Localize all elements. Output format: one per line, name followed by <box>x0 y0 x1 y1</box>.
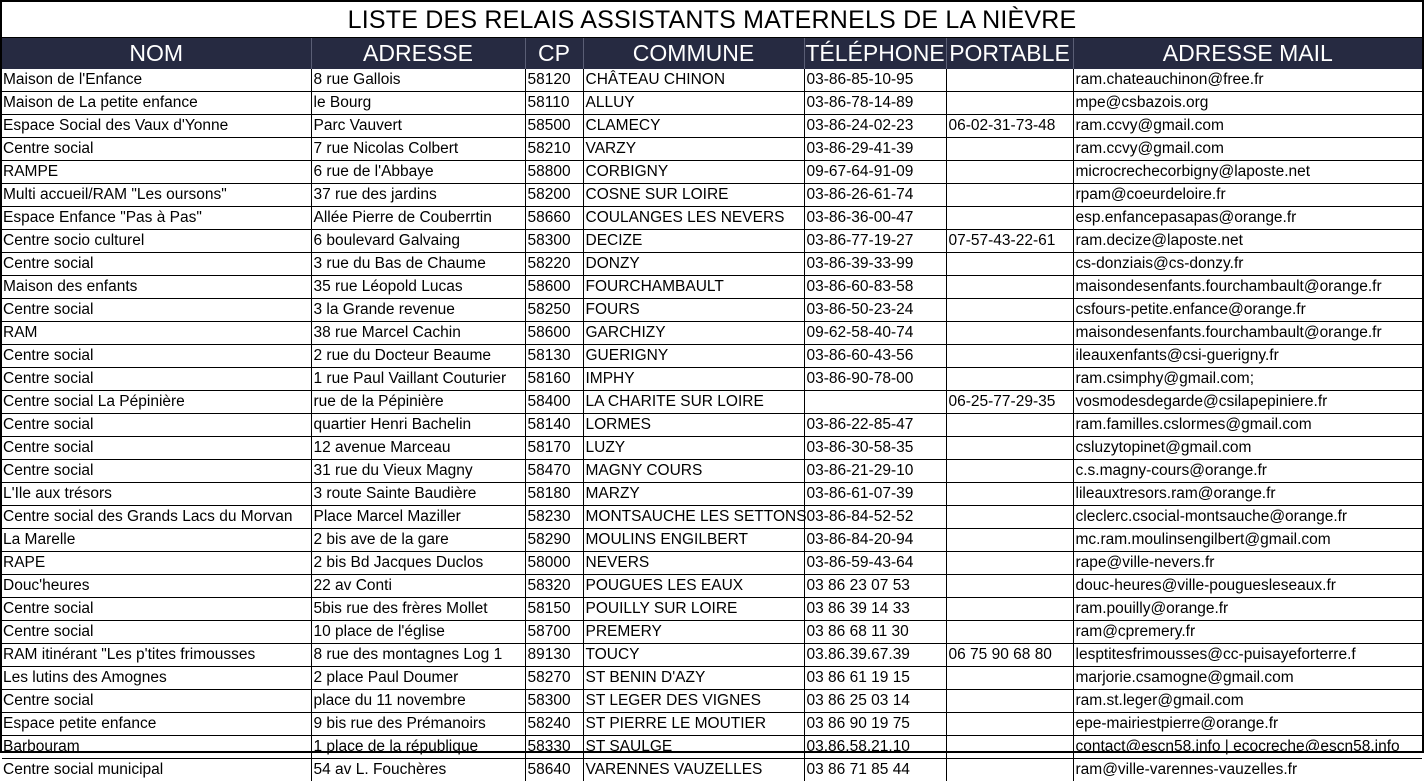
table-row <box>2 667 1422 690</box>
cell-adresse-mail: contact@escn58.info | ecocreche@escn58.info <box>1073 736 1422 759</box>
cell-adresse: 1 rue Paul Vaillant Couturier <box>311 368 525 391</box>
cell-commune: CORBIGNY <box>583 161 804 184</box>
header-telephone: TÉLÉPHONE <box>804 38 946 69</box>
cell-commune: LUZY <box>583 437 804 460</box>
cell-cp: 58660 <box>525 207 583 230</box>
cell-portable <box>946 322 1073 345</box>
cell-nom: Centre social <box>2 138 311 161</box>
cell-telephone: 03-86-84-20-94 <box>804 529 946 552</box>
cell-commune: FOURS <box>583 299 804 322</box>
cell-adresse: 22 av Conti <box>311 575 525 598</box>
cell-adresse-mail: ram.decize@laposte.net <box>1073 230 1422 253</box>
cell-adresse: Parc Vauvert <box>311 115 525 138</box>
cell-adresse-mail: lesptitesfrimousses@cc-puisayeforterre.f <box>1073 644 1422 667</box>
cell-nom: Douc'heures <box>2 575 311 598</box>
cell-adresse: 8 rue Gallois <box>311 69 525 92</box>
cell-nom: Centre social <box>2 460 311 483</box>
table-row <box>2 736 1422 759</box>
cell-cp: 58290 <box>525 529 583 552</box>
cell-nom: Multi accueil/RAM "Les oursons" <box>2 184 311 207</box>
cell-adresse-mail: mc.ram.moulinsengilbert@gmail.com <box>1073 529 1422 552</box>
sheet-title: LISTE DES RELAIS ASSISTANTS MATERNELS DE LA NIÈVRE <box>2 2 1422 38</box>
cell-adresse-mail: mpe@csbazois.org <box>1073 92 1422 115</box>
cell-adresse: rue de la Pépinière <box>311 391 525 414</box>
cell-adresse-mail: ram.csimphy@gmail.com; <box>1073 368 1422 391</box>
cell-nom: L'Ile aux trésors <box>2 483 311 506</box>
cell-cp: 58300 <box>525 690 583 713</box>
table-row <box>2 598 1422 621</box>
table-row <box>2 391 1422 414</box>
table-row <box>2 276 1422 299</box>
cell-cp: 58640 <box>525 759 583 781</box>
cell-cp: 58400 <box>525 391 583 414</box>
cell-telephone: 03-86-61-07-39 <box>804 483 946 506</box>
header-cp: CP <box>525 38 583 69</box>
cell-telephone: 03 86 90 19 75 <box>804 713 946 736</box>
cell-portable <box>946 713 1073 736</box>
cell-adresse-mail: ram.chateauchinon@free.fr <box>1073 69 1422 92</box>
cell-adresse: 9 bis rue des Prémanoirs <box>311 713 525 736</box>
cell-telephone: 03-86-77-19-27 <box>804 230 946 253</box>
cell-commune: NEVERS <box>583 552 804 575</box>
cell-telephone <box>804 391 946 414</box>
table-row <box>2 713 1422 736</box>
cell-commune: VARENNES VAUZELLES <box>583 759 804 781</box>
cell-telephone: 03-86-36-00-47 <box>804 207 946 230</box>
cell-nom: RAMPE <box>2 161 311 184</box>
cell-portable <box>946 161 1073 184</box>
cell-cp: 58700 <box>525 621 583 644</box>
table-row <box>2 460 1422 483</box>
cell-cp: 58150 <box>525 598 583 621</box>
cell-commune: DECIZE <box>583 230 804 253</box>
cell-cp: 58220 <box>525 253 583 276</box>
cell-commune: VARZY <box>583 138 804 161</box>
cell-portable <box>946 414 1073 437</box>
cell-adresse: 2 bis Bd Jacques Duclos <box>311 552 525 575</box>
cell-adresse: 12 avenue Marceau <box>311 437 525 460</box>
cell-adresse-mail: ram@ville-varennes-vauzelles.fr <box>1073 759 1422 781</box>
cell-portable <box>946 598 1073 621</box>
cell-nom: Maison de l'Enfance <box>2 69 311 92</box>
cell-portable <box>946 529 1073 552</box>
header-nom: NOM <box>2 38 311 69</box>
cell-adresse-mail: rape@ville-nevers.fr <box>1073 552 1422 575</box>
cell-adresse-mail: c.s.magny-cours@orange.fr <box>1073 460 1422 483</box>
cell-telephone: 03-86-78-14-89 <box>804 92 946 115</box>
cell-nom: Les lutins des Amognes <box>2 667 311 690</box>
cell-adresse: Allée Pierre de Couberrtin <box>311 207 525 230</box>
cell-adresse: 37 rue des jardins <box>311 184 525 207</box>
cell-commune: POUGUES LES EAUX <box>583 575 804 598</box>
cell-adresse: 10 place de l'église <box>311 621 525 644</box>
cell-portable <box>946 276 1073 299</box>
cell-cp: 89130 <box>525 644 583 667</box>
table-row <box>2 138 1422 161</box>
cell-portable <box>946 207 1073 230</box>
cell-telephone: 03-86-30-58-35 <box>804 437 946 460</box>
cell-cp: 58200 <box>525 184 583 207</box>
header-row <box>2 38 1422 69</box>
cell-portable <box>946 368 1073 391</box>
cell-portable <box>946 667 1073 690</box>
table-row <box>2 529 1422 552</box>
cell-nom: Centre social <box>2 690 311 713</box>
cell-nom: Centre social <box>2 299 311 322</box>
cell-cp: 58000 <box>525 552 583 575</box>
cell-telephone: 03-86-39-33-99 <box>804 253 946 276</box>
cell-commune: MONTSAUCHE LES SETTONS <box>583 506 804 529</box>
table-row <box>2 690 1422 713</box>
cell-telephone: 03-86-60-43-56 <box>804 345 946 368</box>
cell-nom: Barbouram <box>2 736 311 759</box>
cell-commune: ALLUY <box>583 92 804 115</box>
table-row <box>2 184 1422 207</box>
cell-adresse-mail: epe-mairiestpierre@orange.fr <box>1073 713 1422 736</box>
cell-nom: Maison des enfants <box>2 276 311 299</box>
cell-commune: ST BENIN D'AZY <box>583 667 804 690</box>
cell-commune: POUILLY SUR LOIRE <box>583 598 804 621</box>
cell-telephone: 03-86-59-43-64 <box>804 552 946 575</box>
cell-nom: Centre social La Pépinière <box>2 391 311 414</box>
cell-portable <box>946 69 1073 92</box>
table-row <box>2 621 1422 644</box>
cell-adresse: 35 rue Léopold Lucas <box>311 276 525 299</box>
cell-nom: Centre social <box>2 437 311 460</box>
cell-commune: CLAMECY <box>583 115 804 138</box>
cell-cp: 58160 <box>525 368 583 391</box>
header-commune: COMMUNE <box>583 38 804 69</box>
cell-portable <box>946 92 1073 115</box>
table-row <box>2 414 1422 437</box>
cell-adresse-mail: cleclerc.csocial-montsauche@orange.fr <box>1073 506 1422 529</box>
table-row <box>2 552 1422 575</box>
cell-adresse-mail: ram@cpremery.fr <box>1073 621 1422 644</box>
cell-portable <box>946 345 1073 368</box>
cell-portable <box>946 575 1073 598</box>
cell-cp: 58250 <box>525 299 583 322</box>
cell-cp: 58210 <box>525 138 583 161</box>
cell-adresse: 38 rue Marcel Cachin <box>311 322 525 345</box>
cell-adresse: 3 rue du Bas de Chaume <box>311 253 525 276</box>
cell-nom: Centre social des Grands Lacs du Morvan <box>2 506 311 529</box>
cell-portable: 06 75 90 68 80 <box>946 644 1073 667</box>
cell-telephone: 03-86-22-85-47 <box>804 414 946 437</box>
cell-commune: GARCHIZY <box>583 322 804 345</box>
cell-adresse-mail: csfours-petite.enfance@orange.fr <box>1073 299 1422 322</box>
cell-cp: 58300 <box>525 230 583 253</box>
cell-nom: RAM itinérant "Les p'tites frimousses <box>2 644 311 667</box>
cell-portable <box>946 506 1073 529</box>
cell-commune: IMPHY <box>583 368 804 391</box>
cell-nom: Espace Social des Vaux d'Yonne <box>2 115 311 138</box>
cell-adresse: 7 rue Nicolas Colbert <box>311 138 525 161</box>
cell-cp: 58470 <box>525 460 583 483</box>
cell-adresse-mail: microcrechecorbigny@laposte.net <box>1073 161 1422 184</box>
cell-commune: MARZY <box>583 483 804 506</box>
cell-cp: 58230 <box>525 506 583 529</box>
cell-telephone: 03-86-50-23-24 <box>804 299 946 322</box>
table-header <box>2 38 1422 69</box>
cell-telephone: 03 86 39 14 33 <box>804 598 946 621</box>
cell-commune: ST SAULGE <box>583 736 804 759</box>
cell-adresse: 1 place de la république <box>311 736 525 759</box>
cell-adresse-mail: cs-donziais@cs-donzy.fr <box>1073 253 1422 276</box>
cell-adresse: place du 11 novembre <box>311 690 525 713</box>
cell-nom: RAM <box>2 322 311 345</box>
cell-telephone: 03-86-90-78-00 <box>804 368 946 391</box>
cell-nom: Centre social <box>2 345 311 368</box>
cell-commune: COSNE SUR LOIRE <box>583 184 804 207</box>
cell-nom: RAPE <box>2 552 311 575</box>
cell-portable <box>946 736 1073 759</box>
cell-telephone: 03-86-29-41-39 <box>804 138 946 161</box>
relais-table <box>2 38 1422 781</box>
cell-adresse-mail: marjorie.csamogne@gmail.com <box>1073 667 1422 690</box>
cell-portable <box>946 483 1073 506</box>
cell-adresse-mail: douc-heures@ville-pouguesleseaux.fr <box>1073 575 1422 598</box>
cell-adresse-mail: vosmodesdegarde@csilapepiniere.fr <box>1073 391 1422 414</box>
cell-nom: La Marelle <box>2 529 311 552</box>
cell-adresse: le Bourg <box>311 92 525 115</box>
table-row <box>2 92 1422 115</box>
table-row <box>2 483 1422 506</box>
cell-adresse-mail: ram.ccvy@gmail.com <box>1073 138 1422 161</box>
cell-nom: Espace petite enfance <box>2 713 311 736</box>
cell-telephone: 03-86-84-52-52 <box>804 506 946 529</box>
table-row <box>2 230 1422 253</box>
cell-nom: Centre social <box>2 621 311 644</box>
cell-portable <box>946 184 1073 207</box>
cell-nom: Centre social <box>2 368 311 391</box>
header-adresse: ADRESSE <box>311 38 525 69</box>
cell-adresse-mail: ram.ccvy@gmail.com <box>1073 115 1422 138</box>
cell-portable <box>946 138 1073 161</box>
table-row <box>2 345 1422 368</box>
cell-portable <box>946 460 1073 483</box>
header-adresse-mail: ADRESSE MAIL <box>1073 38 1422 69</box>
cell-telephone: 03.86.58.21.10 <box>804 736 946 759</box>
table-row <box>2 322 1422 345</box>
table-row <box>2 207 1422 230</box>
table-body <box>2 69 1422 781</box>
cell-cp: 58120 <box>525 69 583 92</box>
cell-commune: FOURCHAMBAULT <box>583 276 804 299</box>
cell-nom: Centre social <box>2 598 311 621</box>
cell-telephone: 03 86 71 85 44 <box>804 759 946 781</box>
cell-adresse-mail: ram.st.leger@gmail.com <box>1073 690 1422 713</box>
cell-nom: Maison de La petite enfance <box>2 92 311 115</box>
cell-portable <box>946 552 1073 575</box>
cell-adresse: 5bis rue des frères Mollet <box>311 598 525 621</box>
cell-commune: GUERIGNY <box>583 345 804 368</box>
cell-telephone: 03 86 25 03 14 <box>804 690 946 713</box>
table-row <box>2 253 1422 276</box>
table-row <box>2 437 1422 460</box>
cell-telephone: 03-86-24-02-23 <box>804 115 946 138</box>
cell-cp: 58320 <box>525 575 583 598</box>
table-row <box>2 368 1422 391</box>
cell-commune: DONZY <box>583 253 804 276</box>
cell-telephone: 03-86-60-83-58 <box>804 276 946 299</box>
table-row <box>2 506 1422 529</box>
cell-portable <box>946 253 1073 276</box>
cell-cp: 58110 <box>525 92 583 115</box>
cell-cp: 58170 <box>525 437 583 460</box>
cell-commune: TOUCY <box>583 644 804 667</box>
cell-telephone: 09-67-64-91-09 <box>804 161 946 184</box>
cell-cp: 58600 <box>525 322 583 345</box>
cell-telephone: 03 86 61 19 15 <box>804 667 946 690</box>
cell-adresse-mail: rpam@coeurdeloire.fr <box>1073 184 1422 207</box>
table-row <box>2 161 1422 184</box>
cell-telephone: 03 86 68 11 30 <box>804 621 946 644</box>
cell-telephone: 03 86 23 07 53 <box>804 575 946 598</box>
cell-commune: PREMERY <box>583 621 804 644</box>
cell-adresse-mail: ileauxenfants@csi-guerigny.fr <box>1073 345 1422 368</box>
cell-adresse-mail: esp.enfancepasapas@orange.fr <box>1073 207 1422 230</box>
cell-adresse: 54 av L. Fouchères <box>311 759 525 781</box>
cell-commune: CHÂTEAU CHINON <box>583 69 804 92</box>
cell-nom: Espace Enfance "Pas à Pas" <box>2 207 311 230</box>
cell-commune: LA CHARITE SUR LOIRE <box>583 391 804 414</box>
cell-cp: 58130 <box>525 345 583 368</box>
cell-commune: MAGNY COURS <box>583 460 804 483</box>
cell-adresse: quartier Henri Bachelin <box>311 414 525 437</box>
cell-nom: Centre social <box>2 414 311 437</box>
cell-cp: 58800 <box>525 161 583 184</box>
cell-nom: Centre social <box>2 253 311 276</box>
cell-portable: 06-25-77-29-35 <box>946 391 1073 414</box>
cell-adresse: 2 place Paul Doumer <box>311 667 525 690</box>
cell-adresse: 3 la Grande revenue <box>311 299 525 322</box>
cell-cp: 58500 <box>525 115 583 138</box>
cell-adresse: 2 bis ave de la gare <box>311 529 525 552</box>
header-portable: PORTABLE <box>946 38 1073 69</box>
cell-adresse-mail: maisondesenfants.fourchambault@orange.fr <box>1073 276 1422 299</box>
cell-adresse: 6 rue de l'Abbaye <box>311 161 525 184</box>
table-row <box>2 299 1422 322</box>
cell-commune: MOULINS ENGILBERT <box>583 529 804 552</box>
cell-cp: 58180 <box>525 483 583 506</box>
cell-portable: 07-57-43-22-61 <box>946 230 1073 253</box>
cell-telephone: 09-62-58-40-74 <box>804 322 946 345</box>
cell-telephone: 03.86.39.67.39 <box>804 644 946 667</box>
cell-adresse: 3 route Sainte Baudière <box>311 483 525 506</box>
cell-cp: 58140 <box>525 414 583 437</box>
cell-adresse: Place Marcel Maziller <box>311 506 525 529</box>
table-row <box>2 115 1422 138</box>
cell-cp: 58330 <box>525 736 583 759</box>
table-row <box>2 575 1422 598</box>
table-row <box>2 69 1422 92</box>
cell-portable <box>946 690 1073 713</box>
table-row <box>2 644 1422 667</box>
cell-adresse: 8 rue des montagnes Log 1 <box>311 644 525 667</box>
cell-adresse: 6 boulevard Galvaing <box>311 230 525 253</box>
cell-portable <box>946 621 1073 644</box>
cell-commune: LORMES <box>583 414 804 437</box>
cell-telephone: 03-86-21-29-10 <box>804 460 946 483</box>
cell-adresse: 2 rue du Docteur Beaume <box>311 345 525 368</box>
cell-cp: 58240 <box>525 713 583 736</box>
cell-adresse-mail: maisondesenfants.fourchambault@orange.fr <box>1073 322 1422 345</box>
cell-adresse-mail: ram.familles.cslormes@gmail.com <box>1073 414 1422 437</box>
cell-telephone: 03-86-85-10-95 <box>804 69 946 92</box>
cell-nom: Centre social municipal <box>2 759 311 781</box>
cell-portable <box>946 437 1073 460</box>
cell-cp: 58270 <box>525 667 583 690</box>
cell-commune: COULANGES LES NEVERS <box>583 207 804 230</box>
cell-cp: 58600 <box>525 276 583 299</box>
cell-adresse-mail: csluzytopinet@gmail.com <box>1073 437 1422 460</box>
cell-nom: Centre socio culturel <box>2 230 311 253</box>
cell-portable <box>946 759 1073 781</box>
cell-telephone: 03-86-26-61-74 <box>804 184 946 207</box>
cell-portable <box>946 299 1073 322</box>
cell-commune: ST PIERRE LE MOUTIER <box>583 713 804 736</box>
cell-adresse: 31 rue du Vieux Magny <box>311 460 525 483</box>
cell-portable: 06-02-31-73-48 <box>946 115 1073 138</box>
cell-adresse-mail: lileauxtresors.ram@orange.fr <box>1073 483 1422 506</box>
cell-adresse-mail: ram.pouilly@orange.fr <box>1073 598 1422 621</box>
table-row <box>2 759 1422 781</box>
cell-commune: ST LEGER DES VIGNES <box>583 690 804 713</box>
